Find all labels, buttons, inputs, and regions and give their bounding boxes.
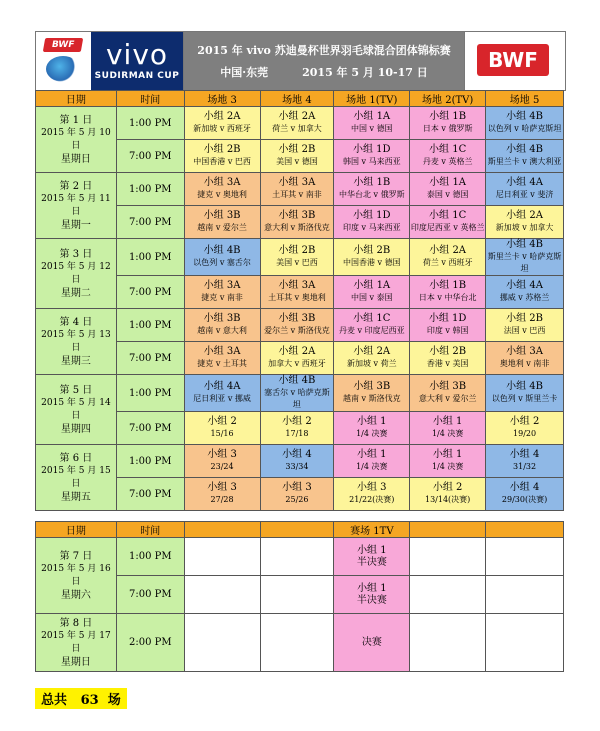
day-line: 第 1 日 — [59, 114, 93, 126]
match-cell — [486, 309, 564, 342]
schedule-row — [36, 309, 564, 342]
match-group: 小组 2B — [353, 245, 391, 256]
match-cell — [184, 309, 260, 342]
match-group: 小组 3A — [203, 346, 241, 357]
match-group: 小组 4B — [278, 375, 316, 386]
match-teams: 中国 v 泰国 — [350, 293, 393, 302]
match-cell — [410, 276, 486, 309]
day-line: 2015 年 5 月 11 日 — [41, 193, 111, 217]
match-group: 小组 3B — [203, 210, 241, 221]
column-header: 场地 3 — [184, 91, 260, 107]
day-cell — [36, 614, 117, 672]
column-header: 场地 5 — [486, 91, 564, 107]
match-teams: 挪威 v 苏格兰 — [499, 293, 550, 302]
finals-row — [36, 614, 564, 672]
total-matches — [35, 688, 127, 709]
match-group: 小组 2 — [282, 416, 312, 427]
match-teams: 加拿大 v 西班牙 — [268, 359, 326, 368]
match-group: 小组 1 — [357, 416, 387, 427]
match-cell — [486, 140, 564, 173]
match-cell — [486, 445, 564, 478]
match-teams: 印度 v 韩国 — [426, 326, 469, 335]
match-group: 小组 3B — [278, 210, 316, 221]
match-teams: 土耳其 v 奥地利 — [268, 293, 326, 302]
bwf-logo — [464, 32, 565, 90]
match-cell — [410, 107, 486, 140]
match-cell — [486, 375, 564, 412]
time-cell: 1:00 PM — [116, 375, 184, 412]
bwf-mini-logo — [36, 32, 91, 90]
match-cell — [334, 206, 410, 239]
day-line: 星期二 — [60, 287, 91, 299]
match-group: 小组 3 — [207, 482, 237, 493]
match-cell — [184, 478, 260, 511]
day-line: 2015 年 5 月 16 日 — [41, 563, 111, 587]
total-count: 63 — [80, 693, 99, 708]
day-line: 2015 年 5 月 14 日 — [41, 397, 111, 421]
match-cell — [334, 342, 410, 375]
match-cell — [334, 576, 410, 614]
match-group: 小组 1B — [429, 111, 467, 122]
match-teams: 27/28 — [210, 495, 234, 504]
match-group: 小组 1 — [357, 449, 387, 460]
day-line: 第 6 日 — [59, 452, 93, 464]
time-cell: 7:00 PM — [116, 140, 184, 173]
empty-cell — [486, 614, 564, 672]
match-cell — [184, 412, 260, 445]
match-cell — [334, 239, 410, 276]
match-group: 小组 3B — [278, 313, 316, 324]
match-teams: 爱尔兰 v 斯洛伐克 — [264, 326, 330, 335]
day-line: 星期日 — [60, 153, 91, 165]
match-group: 小组 4B — [203, 245, 241, 256]
schedule-body — [36, 107, 564, 511]
match-group: 小组 3B — [429, 381, 467, 392]
empty-cell — [184, 538, 260, 576]
time-cell: 7:00 PM — [116, 412, 184, 445]
day-cell — [36, 375, 117, 445]
time-cell: 1:00 PM — [116, 107, 184, 140]
match-teams: 1/4 决赛 — [356, 429, 388, 438]
empty-cell — [260, 576, 334, 614]
match-group: 小组 1 — [357, 544, 387, 556]
match-group: 小组 2B — [429, 346, 467, 357]
match-cell — [260, 478, 334, 511]
match-group: 小组 3 — [207, 449, 237, 460]
empty-cell — [410, 538, 486, 576]
match-group: 小组 4B — [506, 381, 543, 392]
match-group: 小组 1 — [357, 582, 387, 594]
match-group: 小组 2B — [278, 144, 316, 155]
match-teams: 17/18 — [285, 429, 309, 438]
match-group: 小组 3B — [353, 381, 391, 392]
match-teams: 斯里兰卡 v 哈萨克斯坦 — [487, 252, 562, 273]
match-group: 小组 4 — [509, 482, 540, 493]
match-cell — [334, 140, 410, 173]
match-group: 小组 2 — [432, 482, 463, 493]
match-teams: 13/14(决赛) — [425, 495, 471, 504]
event-header — [35, 31, 566, 91]
match-teams: 中国 v 德国 — [350, 124, 393, 133]
day-line: 2015 年 5 月 17 日 — [41, 630, 111, 654]
match-teams: 香港 v 美国 — [426, 359, 469, 368]
match-teams: 日本 v 中华台北 — [418, 293, 477, 302]
time-cell: 1:00 PM — [116, 309, 184, 342]
match-teams: 法国 v 巴西 — [503, 326, 546, 335]
column-header: 时间 — [116, 522, 184, 538]
day-line: 第 3 日 — [59, 248, 93, 260]
match-cell — [334, 478, 410, 511]
match-cell — [486, 173, 564, 206]
match-cell — [410, 206, 486, 239]
sudirman-cup-label: SUDIRMAN CUP — [94, 71, 180, 81]
match-group: 小组 4B — [506, 111, 543, 122]
match-teams: 15/16 — [210, 429, 234, 438]
match-cell — [184, 173, 260, 206]
schedule-row — [36, 239, 564, 276]
time-cell: 1:00 PM — [116, 173, 184, 206]
match-cell — [260, 375, 334, 412]
match-cell — [334, 412, 410, 445]
match-teams: 美国 v 巴西 — [276, 258, 318, 267]
match-teams: 1/4 决赛 — [431, 462, 464, 471]
day-cell — [36, 239, 117, 309]
day-cell — [36, 173, 117, 239]
schedule-row — [36, 107, 564, 140]
column-header: 时间 — [116, 91, 184, 107]
match-teams: 25/26 — [285, 495, 309, 504]
vivo-sudirman-logo — [91, 32, 183, 90]
empty-cell — [410, 576, 486, 614]
match-cell — [410, 412, 486, 445]
bwf-logo-badge: BWF — [477, 44, 549, 76]
match-group: 小组 3 — [282, 482, 312, 493]
match-group: 小组 3A — [203, 280, 241, 291]
day-line: 第 5 日 — [59, 384, 93, 396]
match-round: 半决赛 — [356, 594, 387, 606]
time-cell: 7:00 PM — [116, 206, 184, 239]
match-group: 小组 2A — [429, 245, 467, 256]
match-teams: 尼日利亚 v 挪威 — [193, 394, 251, 403]
match-cell — [334, 276, 410, 309]
column-header: 日期 — [36, 91, 117, 107]
schedule-header-row — [36, 91, 564, 107]
match-teams: 中华台北 v 俄罗斯 — [338, 190, 405, 199]
match-teams: 意大利 v 斯洛伐克 — [264, 223, 330, 232]
match-group: 小组 1A — [353, 280, 391, 291]
match-teams: 31/32 — [513, 462, 537, 471]
match-cell — [184, 206, 260, 239]
column-header — [260, 522, 334, 538]
column-header — [184, 522, 260, 538]
match-cell — [184, 375, 260, 412]
match-teams: 23/24 — [210, 462, 234, 471]
match-teams: 尼日利亚 v 斐济 — [495, 190, 554, 199]
match-teams: 新加坡 v 加拿大 — [495, 223, 554, 232]
empty-cell — [184, 576, 260, 614]
match-teams: 以色列 v 哈萨克斯坦 — [487, 124, 562, 133]
total-unit: 场 — [107, 693, 121, 708]
match-cell — [260, 276, 334, 309]
match-group: 小组 3 — [357, 482, 387, 493]
match-cell — [486, 412, 564, 445]
event-location: 中国·东莞 — [220, 66, 269, 79]
empty-cell — [260, 614, 334, 672]
time-cell: 7:00 PM — [116, 478, 184, 511]
match-cell — [410, 239, 486, 276]
match-group: 小组 1C — [429, 210, 467, 221]
match-group: 小组 4B — [506, 239, 543, 250]
day-line: 星期三 — [60, 355, 91, 367]
match-group: 小组 1 — [432, 449, 463, 460]
match-cell — [334, 375, 410, 412]
column-header — [410, 522, 486, 538]
match-cell — [410, 342, 486, 375]
day-line: 星期五 — [60, 491, 91, 503]
match-teams: 33/34 — [285, 462, 309, 471]
match-teams: 中国香港 v 德国 — [342, 258, 401, 267]
match-group: 小组 1 — [432, 416, 463, 427]
day-line: 2015 年 5 月 15 日 — [41, 465, 111, 489]
day-cell — [36, 309, 117, 375]
time-cell: 1:00 PM — [116, 239, 184, 276]
match-teams: 中国香港 v 巴西 — [193, 157, 251, 166]
match-teams: 29/30(决赛) — [501, 495, 548, 504]
match-cell — [334, 445, 410, 478]
match-group: 小组 1C — [353, 313, 391, 324]
finals-table — [35, 521, 564, 672]
match-teams: 印度 v 马来西亚 — [342, 223, 401, 232]
match-cell — [260, 342, 334, 375]
match-teams: 捷克 v 土耳其 — [197, 359, 247, 368]
match-teams: 新加坡 v 荷兰 — [346, 359, 397, 368]
match-teams: 塞舌尔 v 哈萨克斯坦 — [264, 388, 330, 409]
match-cell — [410, 173, 486, 206]
match-group: 小组 3B — [203, 313, 241, 324]
match-teams: 土耳其 v 南非 — [272, 190, 322, 199]
match-cell — [486, 206, 564, 239]
day-line: 第 4 日 — [59, 316, 93, 328]
match-cell — [184, 239, 260, 276]
event-dates: 2015 年 5 月 10-17 日 — [302, 66, 428, 79]
match-teams: 越南 v 爱尔兰 — [197, 223, 247, 232]
match-group: 小组 3A — [278, 280, 316, 291]
time-cell: 7:00 PM — [116, 342, 184, 375]
finals-header-row — [36, 522, 564, 538]
match-group: 小组 2B — [278, 245, 316, 256]
empty-cell — [184, 614, 260, 672]
day-cell — [36, 445, 117, 511]
match-cell — [184, 445, 260, 478]
match-teams: 丹麦 v 英格兰 — [422, 157, 473, 166]
match-group: 小组 4 — [282, 449, 312, 460]
match-cell — [260, 140, 334, 173]
match-cell — [410, 445, 486, 478]
match-group: 小组 2A — [506, 210, 543, 221]
match-cell — [486, 342, 564, 375]
match-teams: 荷兰 v 西班牙 — [422, 258, 473, 267]
match-group: 小组 4 — [509, 449, 540, 460]
shuttle-swirl-icon — [46, 56, 80, 82]
match-cell — [486, 276, 564, 309]
day-line: 2015 年 5 月 13 日 — [41, 329, 111, 353]
day-line: 2015 年 5 月 10 日 — [41, 127, 111, 151]
day-line: 星期六 — [60, 589, 91, 601]
match-teams: 1/4 决赛 — [431, 429, 464, 438]
match-group: 小组 1A — [429, 177, 467, 188]
match-group: 小组 1A — [353, 111, 391, 122]
day-line: 第 2 日 — [59, 180, 93, 192]
match-group: 小组 3A — [506, 346, 543, 357]
match-group: 小组 4A — [203, 381, 241, 392]
column-header — [486, 522, 564, 538]
match-cell — [486, 478, 564, 511]
match-teams: 以色列 v 塞舌尔 — [193, 258, 251, 267]
match-group: 小组 1C — [429, 144, 467, 155]
total-label: 总共 — [41, 693, 68, 708]
match-group: 小组 3A — [203, 177, 241, 188]
schedule-table — [35, 90, 564, 511]
match-group: 决赛 — [361, 636, 382, 648]
finals-row — [36, 538, 564, 576]
match-teams: 泰国 v 德国 — [426, 190, 469, 199]
vivo-brand: vivo — [105, 38, 169, 71]
match-round: 半决赛 — [356, 556, 387, 568]
match-cell — [260, 412, 334, 445]
day-line: 星期一 — [60, 219, 91, 231]
match-group: 小组 2 — [509, 416, 540, 427]
day-line: 星期日 — [60, 656, 91, 668]
match-cell — [184, 107, 260, 140]
column-header: 赛场 1TV — [334, 522, 410, 538]
time-cell: 1:00 PM — [116, 445, 184, 478]
column-header: 日期 — [36, 522, 117, 538]
sponsor-logo-block — [36, 32, 184, 90]
match-group: 小组 2 — [207, 416, 237, 427]
column-header: 场地 1(TV) — [334, 91, 410, 107]
match-group: 小组 1B — [353, 177, 391, 188]
time-cell: 2:00 PM — [116, 614, 184, 672]
match-group: 小组 1D — [428, 313, 467, 324]
match-group: 小组 2B — [203, 144, 241, 155]
match-teams: 意大利 v 爱尔兰 — [418, 394, 477, 403]
day-cell — [36, 538, 117, 614]
finals-body — [36, 538, 564, 672]
day-line: 2015 年 5 月 12 日 — [41, 261, 111, 285]
match-group: 小组 2A — [203, 111, 241, 122]
match-teams: 越南 v 斯洛伐克 — [342, 394, 401, 403]
match-group: 小组 4A — [506, 177, 543, 188]
match-cell — [334, 614, 410, 672]
empty-cell — [410, 614, 486, 672]
match-group: 小组 4A — [506, 280, 543, 291]
column-header: 场地 4 — [260, 91, 334, 107]
match-teams: 以色列 v 斯里兰卡 — [491, 394, 558, 403]
day-line: 星期四 — [60, 423, 91, 435]
match-group: 小组 2A — [278, 111, 316, 122]
event-title-line: 2015 年 vivo 苏迪曼杯世界羽毛球混合团体锦标赛 — [197, 44, 451, 57]
match-cell — [184, 342, 260, 375]
match-group: 小组 1B — [429, 280, 467, 291]
match-cell — [334, 538, 410, 576]
match-cell — [184, 276, 260, 309]
match-cell — [410, 309, 486, 342]
match-cell — [334, 173, 410, 206]
match-teams: 捷克 v 奥地利 — [197, 190, 247, 199]
match-teams: 1/4 决赛 — [356, 462, 388, 471]
schedule-row — [36, 375, 564, 412]
match-cell — [486, 239, 564, 276]
match-cell — [260, 173, 334, 206]
match-group: 小组 2A — [353, 346, 391, 357]
match-group: 小组 4B — [506, 144, 543, 155]
match-group: 小组 3A — [278, 177, 316, 188]
match-group: 小组 2B — [506, 313, 543, 324]
empty-cell — [260, 538, 334, 576]
match-teams: 捷克 v 南非 — [201, 293, 243, 302]
match-cell — [260, 309, 334, 342]
match-teams: 日本 v 俄罗斯 — [422, 124, 473, 133]
day-cell — [36, 107, 117, 173]
match-cell — [260, 445, 334, 478]
match-teams: 丹麦 v 印度尼西亚 — [338, 326, 405, 335]
time-cell: 7:00 PM — [116, 276, 184, 309]
empty-cell — [486, 538, 564, 576]
match-cell — [260, 239, 334, 276]
match-cell — [260, 206, 334, 239]
match-cell — [410, 478, 486, 511]
schedule-row — [36, 445, 564, 478]
time-cell: 7:00 PM — [116, 576, 184, 614]
bwf-mini-badge: BWF — [43, 38, 83, 52]
match-cell — [410, 375, 486, 412]
match-group: 小组 1D — [353, 144, 391, 155]
match-teams: 奥地利 v 南非 — [499, 359, 550, 368]
match-cell — [334, 107, 410, 140]
match-cell — [260, 107, 334, 140]
match-cell — [486, 107, 564, 140]
match-teams: 斯里兰卡 v 澳大利亚 — [487, 157, 562, 166]
match-teams: 荷兰 v 加拿大 — [272, 124, 322, 133]
match-teams: 19/20 — [513, 429, 537, 438]
match-teams: 韩国 v 马来西亚 — [342, 157, 401, 166]
schedule-row — [36, 173, 564, 206]
match-teams: 越南 v 意大利 — [197, 326, 247, 335]
event-title — [184, 32, 464, 90]
match-cell — [184, 140, 260, 173]
time-cell: 1:00 PM — [116, 538, 184, 576]
match-group: 小组 2A — [278, 346, 316, 357]
match-teams: 美国 v 德国 — [276, 157, 318, 166]
match-cell — [410, 140, 486, 173]
day-line: 第 8 日 — [59, 617, 93, 629]
column-header: 场地 2(TV) — [410, 91, 486, 107]
empty-cell — [486, 576, 564, 614]
match-teams: 21/22(决赛) — [349, 495, 395, 504]
match-cell — [334, 309, 410, 342]
match-group: 小组 1D — [353, 210, 391, 221]
day-line: 第 7 日 — [59, 550, 93, 562]
match-teams: 印度尼西亚 v 英格兰 — [410, 223, 485, 232]
match-teams: 新加坡 v 西班牙 — [193, 124, 251, 133]
